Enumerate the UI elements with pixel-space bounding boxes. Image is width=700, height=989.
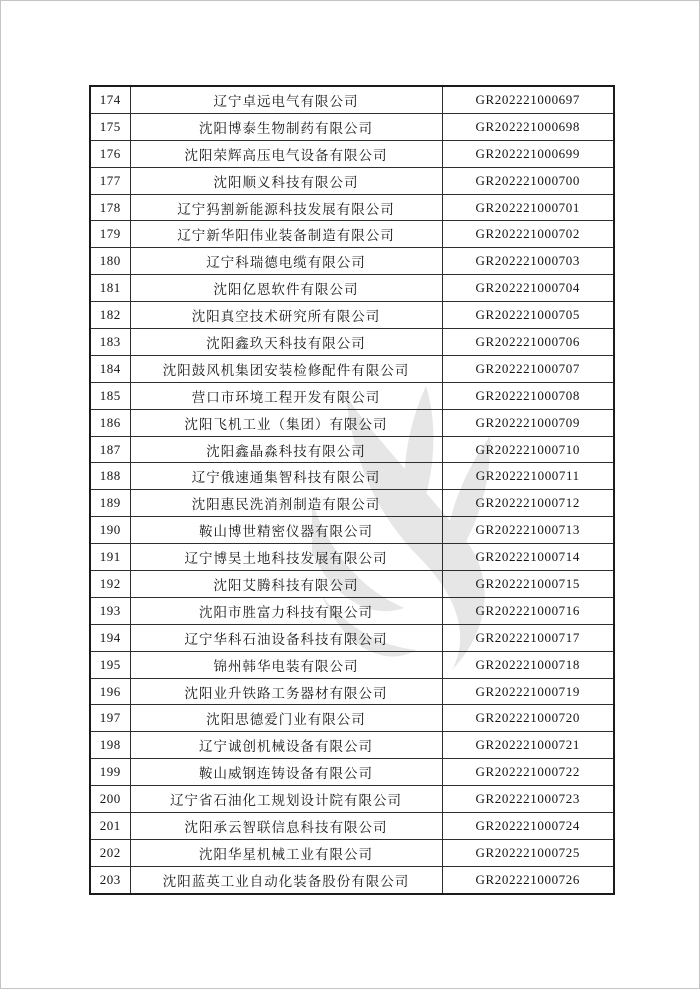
- row-number-cell: 174: [90, 86, 130, 113]
- cert-code-cell: GR202221000705: [442, 302, 614, 329]
- table-row: [90, 436, 614, 463]
- table-row: [90, 86, 614, 113]
- row-number-cell: 190: [90, 517, 130, 544]
- table-row: [90, 732, 614, 759]
- row-number-cell: 186: [90, 409, 130, 436]
- table-row: [90, 463, 614, 490]
- cert-code-cell: GR202221000717: [442, 624, 614, 651]
- table-row: [90, 248, 614, 275]
- company-name-cell: 辽宁新华阳伟业装备制造有限公司: [130, 221, 442, 248]
- row-number-cell: 185: [90, 382, 130, 409]
- cert-code-cell: GR202221000698: [442, 113, 614, 140]
- company-name-cell: 鞍山威钢连铸设备有限公司: [130, 759, 442, 786]
- row-number-cell: 201: [90, 813, 130, 840]
- cert-code-cell: GR202221000718: [442, 651, 614, 678]
- cert-code-cell: GR202221000700: [442, 167, 614, 194]
- table-row: [90, 140, 614, 167]
- company-name-cell: 辽宁省石油化工规划设计院有限公司: [130, 786, 442, 813]
- company-name-cell: 辽宁科瑞德电缆有限公司: [130, 248, 442, 275]
- company-name-cell: 鞍山博世精密仪器有限公司: [130, 517, 442, 544]
- table-row: [90, 355, 614, 382]
- cert-code-cell: GR202221000719: [442, 678, 614, 705]
- row-number-cell: 198: [90, 732, 130, 759]
- cert-code-cell: GR202221000714: [442, 544, 614, 571]
- cert-code-cell: GR202221000697: [442, 86, 614, 113]
- company-name-cell: 沈阳鑫晶淼科技有限公司: [130, 436, 442, 463]
- row-number-cell: 203: [90, 866, 130, 893]
- cert-code-cell: GR202221000711: [442, 463, 614, 490]
- cert-code-cell: GR202221000712: [442, 490, 614, 517]
- cert-code-cell: GR202221000724: [442, 813, 614, 840]
- row-number-cell: 189: [90, 490, 130, 517]
- row-number-cell: 176: [90, 140, 130, 167]
- cert-code-cell: GR202221000715: [442, 571, 614, 598]
- table-row: [90, 382, 614, 409]
- company-name-cell: 沈阳鑫玖天科技有限公司: [130, 329, 442, 356]
- table-row: [90, 866, 614, 893]
- row-number-cell: 192: [90, 571, 130, 598]
- company-name-cell: 沈阳蓝英工业自动化装备股份有限公司: [130, 866, 442, 893]
- company-name-cell: 沈阳顺义科技有限公司: [130, 167, 442, 194]
- company-name-cell: 沈阳惠民洗消剂制造有限公司: [130, 490, 442, 517]
- row-number-cell: 197: [90, 705, 130, 732]
- table-row: [90, 597, 614, 624]
- company-name-cell: 锦州韩华电装有限公司: [130, 651, 442, 678]
- cert-code-cell: GR202221000721: [442, 732, 614, 759]
- table-row: [90, 786, 614, 813]
- cert-code-cell: GR202221000704: [442, 275, 614, 302]
- company-name-cell: 辽宁博昊土地科技发展有限公司: [130, 544, 442, 571]
- table-row: [90, 517, 614, 544]
- table-row: [90, 221, 614, 248]
- row-number-cell: 195: [90, 651, 130, 678]
- cert-code-cell: GR202221000720: [442, 705, 614, 732]
- company-name-cell: 辽宁诚创机械设备有限公司: [130, 732, 442, 759]
- row-number-cell: 179: [90, 221, 130, 248]
- table-row: [90, 409, 614, 436]
- cert-code-cell: GR202221000726: [442, 866, 614, 893]
- company-name-cell: 沈阳鼓风机集团安装检修配件有限公司: [130, 355, 442, 382]
- table-row: [90, 705, 614, 732]
- table-row: [90, 194, 614, 221]
- table-row: [90, 813, 614, 840]
- cert-code-cell: GR202221000722: [442, 759, 614, 786]
- company-name-cell: 沈阳思德爱门业有限公司: [130, 705, 442, 732]
- company-name-cell: 沈阳艾腾科技有限公司: [130, 571, 442, 598]
- row-number-cell: 180: [90, 248, 130, 275]
- row-number-cell: 182: [90, 302, 130, 329]
- cert-code-cell: GR202221000713: [442, 517, 614, 544]
- company-name-cell: 沈阳荣辉高压电气设备有限公司: [130, 140, 442, 167]
- row-number-cell: 188: [90, 463, 130, 490]
- table-row: [90, 624, 614, 651]
- table-row: [90, 678, 614, 705]
- cert-code-cell: GR202221000709: [442, 409, 614, 436]
- table-row: [90, 651, 614, 678]
- certificate-table-body: [90, 86, 614, 894]
- row-number-cell: 199: [90, 759, 130, 786]
- table-row: [90, 302, 614, 329]
- company-name-cell: 沈阳业升铁路工务器材有限公司: [130, 678, 442, 705]
- row-number-cell: 193: [90, 597, 130, 624]
- table-row: [90, 759, 614, 786]
- row-number-cell: 178: [90, 194, 130, 221]
- company-name-cell: 沈阳飞机工业（集团）有限公司: [130, 409, 442, 436]
- company-name-cell: 辽宁犸割新能源科技发展有限公司: [130, 194, 442, 221]
- cert-code-cell: GR202221000716: [442, 597, 614, 624]
- company-name-cell: 沈阳华星机械工业有限公司: [130, 839, 442, 866]
- company-name-cell: 沈阳博泰生物制药有限公司: [130, 113, 442, 140]
- row-number-cell: 194: [90, 624, 130, 651]
- company-name-cell: 辽宁华科石油设备科技有限公司: [130, 624, 442, 651]
- company-name-cell: 辽宁俄速通集智科技有限公司: [130, 463, 442, 490]
- table-row: [90, 113, 614, 140]
- cert-code-cell: GR202221000702: [442, 221, 614, 248]
- cert-code-cell: GR202221000707: [442, 355, 614, 382]
- row-number-cell: 183: [90, 329, 130, 356]
- cert-code-cell: GR202221000708: [442, 382, 614, 409]
- table-row: [90, 544, 614, 571]
- company-name-cell: 沈阳市胜富力科技有限公司: [130, 597, 442, 624]
- row-number-cell: 187: [90, 436, 130, 463]
- company-name-cell: 辽宁卓远电气有限公司: [130, 86, 442, 113]
- row-number-cell: 191: [90, 544, 130, 571]
- cert-code-cell: GR202221000725: [442, 839, 614, 866]
- row-number-cell: 202: [90, 839, 130, 866]
- table-row: [90, 839, 614, 866]
- row-number-cell: 196: [90, 678, 130, 705]
- cert-code-cell: GR202221000710: [442, 436, 614, 463]
- table-row: [90, 275, 614, 302]
- cert-code-cell: GR202221000706: [442, 329, 614, 356]
- row-number-cell: 175: [90, 113, 130, 140]
- cert-code-cell: GR202221000703: [442, 248, 614, 275]
- row-number-cell: 184: [90, 355, 130, 382]
- row-number-cell: 177: [90, 167, 130, 194]
- table-row: [90, 329, 614, 356]
- table-row: [90, 571, 614, 598]
- company-name-cell: 沈阳承云智联信息科技有限公司: [130, 813, 442, 840]
- row-number-cell: 181: [90, 275, 130, 302]
- cert-code-cell: GR202221000701: [442, 194, 614, 221]
- company-name-cell: 营口市环境工程开发有限公司: [130, 382, 442, 409]
- cert-code-cell: GR202221000699: [442, 140, 614, 167]
- table-row: [90, 490, 614, 517]
- table-row: [90, 167, 614, 194]
- cert-code-cell: GR202221000723: [442, 786, 614, 813]
- company-name-cell: 沈阳真空技术研究所有限公司: [130, 302, 442, 329]
- certificate-table: [89, 85, 615, 895]
- row-number-cell: 200: [90, 786, 130, 813]
- company-name-cell: 沈阳亿恩软件有限公司: [130, 275, 442, 302]
